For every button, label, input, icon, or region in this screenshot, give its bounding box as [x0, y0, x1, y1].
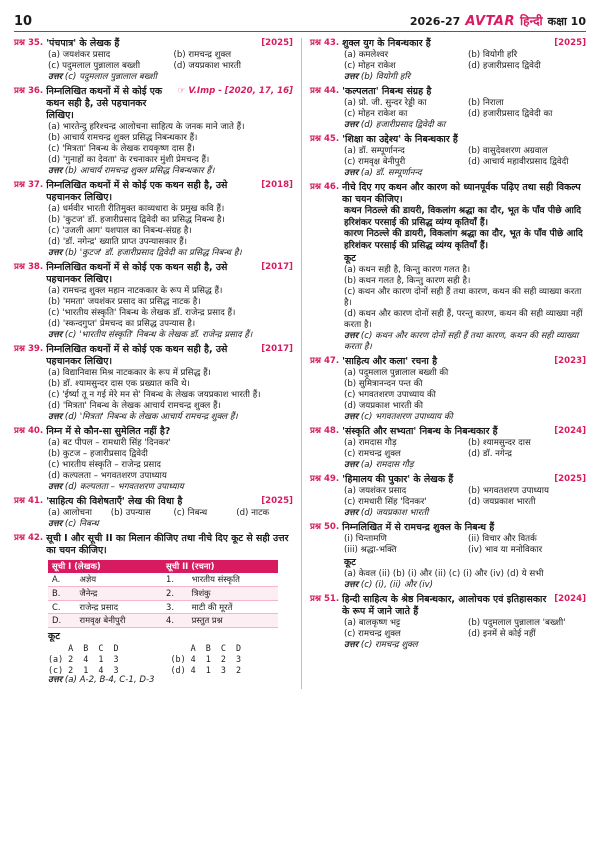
answer: उत्तर (b) वियोगी हरि [343, 72, 411, 83]
table-cell: जैनेन्द्र [75, 586, 162, 600]
answer: उत्तर (c) भगवतशरण उपाध्याय की [343, 412, 453, 423]
question-text: 'कल्पलता' निबन्ध संग्रह है [342, 86, 432, 98]
option: (b) श्यामसुन्दर दास [467, 438, 531, 449]
question-head [310, 474, 586, 486]
question-item [310, 426, 586, 471]
table-row [48, 573, 278, 586]
options [48, 368, 293, 412]
answer: उत्तर (d) कल्पलता – भगवतशरण उपाध्याय [48, 482, 184, 493]
option: (b) डॉ. श्यामसुन्दर दास एक प्रख्यात कवि थे। [48, 379, 190, 390]
option: (a) जयशंकर प्रसाद [48, 50, 111, 61]
option: (d) कथन और कारण दोनों सही हैं, परन्तु कारण, कथन की सही व्याख्या नहीं करता है। [343, 309, 583, 331]
question-number: प्रश्न 41. [14, 496, 44, 507]
question-51 [310, 594, 586, 651]
answer: उत्तर (a) A-2, B-4, C-1, D-3 [48, 675, 155, 686]
table-cell: रामवृक्ष बेनीपुरी [75, 614, 162, 628]
question-body [310, 146, 586, 179]
option: (a) बट पीपल – रामधारी सिंह 'दिनकर' [48, 438, 171, 449]
code-label: कूट [343, 557, 356, 569]
answer: उत्तर (d) जयप्रकाश भारती [343, 508, 429, 519]
option: (c) कथन और कारण दोनों सही हैं तथा कारण, कथन की सही व्याख्या करता है। [343, 287, 582, 309]
option: (a) डॉ. सम्पूर्णानन्द [343, 146, 405, 157]
table-row [48, 614, 278, 628]
question-text: 'साहित्य की विशेषताएँ' लेख की विधा है [46, 496, 183, 508]
question-50 [310, 522, 586, 591]
options [344, 486, 586, 508]
question-head [310, 134, 586, 146]
code-row: A B C D [170, 643, 242, 654]
option: (c) रामधारी सिंह 'दिनकर' [343, 497, 427, 508]
table-cell: 1. [162, 573, 188, 586]
option: (d) 'गुनाहों का देवता' के रचनाकार मुंशी प्रेमचन्द हैं। [48, 155, 210, 166]
question-head [310, 356, 586, 368]
option: (a) धर्मवीर भारती रीतिमुक्त काव्यधारा के प्रमुख कवि हैं। [48, 204, 225, 215]
question-head [14, 86, 293, 122]
list-item: (ii) विचार और वितर्क [467, 534, 537, 545]
year-reference: [2017] [261, 344, 293, 355]
year-reference: [2023] [554, 356, 586, 367]
answer: उत्तर (c) (i), (ii) और (iv) [343, 580, 434, 591]
question-text: निम्नलिखित कथनों में से कोई एक कथन सही है, उसे पहचानकर लिखिए। [46, 86, 163, 122]
option: (d) डॉ. नगेन्द्र [467, 449, 512, 460]
answer: उत्तर (c) कथन और कारण दोनों सही हैं तथा कारण, कथन की सही व्याख्या करता है। [343, 331, 579, 353]
question-item [310, 474, 586, 519]
question-body [14, 204, 293, 259]
option: (c) रामचन्द्र शुक्ल [343, 449, 401, 460]
page-header [14, 10, 586, 32]
option: (d) हजारीप्रसाद द्विवेदी का [467, 109, 553, 120]
table-cell: 3. [162, 600, 188, 614]
question-head [14, 426, 293, 438]
edition-year: 2026-27 [409, 15, 461, 29]
table-cell: B. [48, 586, 75, 600]
options [344, 438, 586, 460]
question-head [310, 426, 586, 438]
important-tag: ☞ V.Imp - [2020, 17, 16] [177, 86, 293, 97]
option: (a) विद्यानिवास मिश्र नाटककार के रूप में प्रसिद्ध हैं। [48, 368, 211, 379]
question-number: प्रश्न 37. [14, 180, 44, 191]
options [344, 50, 586, 72]
class-label: कक्षा 10 [547, 15, 586, 29]
option: (b) 'ममता' जयशंकर प्रसाद का प्रसिद्ध नाटक है। [48, 297, 201, 308]
table-cell: अज्ञेय [75, 573, 162, 586]
question-item [14, 344, 293, 423]
question-item [310, 86, 586, 131]
options [344, 146, 586, 168]
options [48, 204, 293, 248]
question-number: प्रश्न 36. [14, 86, 44, 97]
question-number: प्रश्न 40. [14, 426, 44, 437]
answer: उत्तर (a) रामदास गौड़ [343, 460, 414, 471]
question-text: निम्नलिखित कथनों में से कोई एक कथन सही है, उसे पहचानकर लिखिए। [46, 262, 228, 286]
question-text: नीचे दिए गए कथन और कारण को ध्यानपूर्वक पढ़िए तथा सही विकल्प का चयन कीजिए। [342, 182, 581, 206]
question-item [310, 134, 586, 179]
question-head [14, 38, 293, 50]
option: (b) निराला [467, 98, 504, 109]
option: (a) जयशंकर प्रसाद [343, 486, 407, 497]
code-row: (b) 4 1 2 3 [170, 653, 242, 664]
option: (a) भारतेन्दु हरिश्चन्द्र आलोचना साहित्य के जनक माने जाते हैं। [48, 122, 245, 133]
option: (a) कथन सही है, किन्तु कारण गलत है। [343, 265, 471, 276]
year-reference: [2024] [554, 594, 586, 605]
option: (b) वियोगी हरि [467, 50, 518, 61]
code-row: (c) 2 1 4 3 [48, 664, 119, 675]
brand-logo: AVTAR [465, 14, 515, 30]
answer: उत्तर (d) 'मित्रता' निबन्ध के लेखक आचार्य रामचन्द्र शुक्ल हैं। [48, 412, 238, 423]
option: (c) 'भारतीय संस्कृति' निबन्ध के लेखक डॉ. राजेन्द्र प्रसाद हैं। [48, 308, 236, 319]
question-item [310, 38, 586, 83]
question-text: निम्नलिखित कथनों में से कोई एक कथन सही है, उसे पहचानकर लिखिए। [46, 180, 228, 204]
question-body [14, 438, 293, 493]
year-reference: [2025] [554, 38, 586, 48]
question-head [14, 262, 293, 286]
question-body [14, 368, 293, 423]
option: (b) सुमित्रानन्दन पन्त की [343, 379, 423, 390]
option: (d) नाटक [236, 508, 270, 519]
code-row: (a) 2 4 1 3 [48, 653, 119, 664]
options [48, 508, 293, 519]
page-number: 10 [14, 14, 33, 30]
answer: उत्तर (d) हजारीप्रसाद द्विवेदी का [343, 120, 446, 131]
option: (b) 'कुटज' डॉ. हजारीप्रसाद द्विवेदी का प्रसिद्ध निबन्ध है। [48, 215, 225, 226]
question-number: प्रश्न 49. [309, 474, 340, 485]
option: (d) हजारीप्रसाद द्विवेदी [467, 61, 541, 72]
option: (a) प्रो. जी. सुन्दर रेड्डी का [343, 98, 427, 109]
question-number: प्रश्न 50. [309, 522, 340, 533]
option: (b) रामचन्द्र शुक्ल [173, 50, 232, 61]
question-text: निम्न में से कौन-सा सुमेलित नहीं है? [46, 426, 171, 438]
option: (c) 'उजली आग' यशपाल का निबन्ध-संग्रह है। [48, 226, 192, 237]
option: (b) भगवतशरण उपाध्याय [467, 486, 549, 497]
option: (b) कुटज – हजारीप्रसाद द्विवेदी [48, 449, 148, 460]
option: (d) 'मित्रता' निबन्ध के लेखक आचार्य रामचन्द्र शुक्ल हैं। [48, 401, 221, 412]
question-item [14, 86, 293, 177]
question-text: 'साहित्य और कला' रचना है [342, 356, 438, 368]
table-cell: C. [48, 600, 75, 614]
question-body [310, 438, 586, 471]
table-cell: माटी की मूरतें [188, 600, 278, 614]
question-head [14, 344, 293, 368]
option: (d) आचार्य महावीरप्रसाद द्विवेदी [467, 157, 569, 168]
question-number: प्रश्न 42. [14, 533, 44, 544]
option: (d) इनमें से कोई नहीं [467, 629, 536, 640]
options [344, 98, 586, 120]
list-two-header: सूची II (रचना) [162, 560, 278, 573]
option: (b) उपन्यास [110, 508, 151, 519]
question-text: हिन्दी साहित्य के श्रेष्ठ निबन्धकार, आलोचक एवं इतिहासकार के रूप में जाने जाते हैं [342, 594, 547, 618]
question-number: प्रश्न 39. [14, 344, 44, 355]
question-head [14, 496, 293, 508]
question-body [14, 508, 293, 530]
code-options [48, 643, 293, 675]
question-text: 'शिक्षा का उद्देश्य' के निबन्धकार हैं [342, 134, 458, 146]
question-item [14, 180, 293, 259]
answer: उत्तर (c) पदुमलाल पुन्नालाल बख्शी [48, 72, 157, 83]
table-cell: त्रिशंकु [188, 586, 278, 600]
table-cell: 2. [162, 586, 188, 600]
question-item [14, 496, 293, 530]
question-head [310, 86, 586, 98]
code-options: (a) केवल (ii) (b) (i) और (ii) (c) (i) और (iv) (d) ये सभी [343, 569, 544, 580]
option: (c) भारतीय संस्कृति – राजेन्द्र प्रसाद [48, 460, 161, 471]
year-reference: [2025] [261, 496, 293, 507]
question-number: प्रश्न 48. [309, 426, 340, 437]
question-number: प्रश्न 43. [309, 38, 340, 48]
option: (c) पदुमलाल पुन्नालाल बख्शी [48, 61, 141, 72]
option: (a) कमलेश्वर [343, 50, 389, 61]
question-text: 'संस्कृति और सभ्यता' निबन्ध के निबन्धकार हैं [342, 426, 498, 438]
question-number: प्रश्न 38. [14, 262, 44, 273]
question-number: प्रश्न 44. [309, 86, 340, 97]
right-column [301, 38, 586, 689]
question-number: प्रश्न 51. [309, 594, 340, 605]
question-head [310, 38, 586, 50]
option: (c) निबन्ध [173, 508, 208, 519]
option: (d) कल्पलता – भगवतशरण उपाध्याय [48, 471, 167, 482]
option: (d) 'डॉ. नगेन्द्र' ख्याति प्राप्त उपन्यासकार हैं। [48, 237, 187, 248]
question-item [14, 38, 293, 83]
question-body [14, 50, 293, 83]
option: (a) आलोचना [48, 508, 92, 519]
question-text: 'हिमालय की पुकार' के लेखक हैं [342, 474, 454, 486]
answer: उत्तर (c) निबन्ध [48, 519, 99, 530]
table-cell: प्रस्तुत प्रश्न [188, 614, 278, 628]
question-item [14, 262, 293, 341]
match-table [48, 560, 278, 628]
option: (d) जयप्रकाश भारती की [343, 401, 423, 412]
question-body [310, 486, 586, 519]
table-cell: A. [48, 573, 75, 586]
option: (a) रामचन्द्र शुक्ल महान नाटककार के रूप में प्रसिद्ध हैं। [48, 286, 223, 297]
question-body [310, 98, 586, 131]
year-reference: [2025] [554, 474, 586, 485]
answer: उत्तर (b) 'कुटज' डॉ. हजारीप्रसाद द्विवेदी का प्रसिद्ध निबन्ध है। [48, 248, 242, 259]
option: (a) पदुमलाल पुन्नालाल बख्शी की [343, 368, 449, 379]
question-46 [310, 182, 586, 353]
statement: कथन निठल्ले की डायरी, विकलांग श्रद्धा का दौर, भूत के पाँव पीछे आदि हरिशंकर परसाई की प्रसिद्ध व्यंग्य कृतियाँ हैं। [343, 206, 581, 228]
table-row [48, 586, 278, 600]
option: (c) 'ईर्ष्या तू न गई मेरे मन से' निबन्ध के लेखक जयप्रकाश भारती हैं। [48, 390, 261, 401]
option: (d) जयप्रकाश भारती [467, 497, 536, 508]
table-cell: भारतीय संस्कृति [188, 573, 278, 586]
answer: उत्तर (c) रामचन्द्र शुक्ल [343, 640, 418, 651]
option: (a) रामदास गौड़ [343, 438, 397, 449]
table-cell: 4. [162, 614, 188, 628]
option: (d) जयप्रकाश भारती [173, 61, 241, 72]
option: (c) मोहन राकेश [343, 61, 396, 72]
list-item: (i) चिन्तामणि [343, 534, 387, 545]
year-reference: [2018] [261, 180, 293, 191]
table-cell: राजेन्द्र प्रसाद [75, 600, 162, 614]
code-row: A B C D [48, 643, 119, 654]
question-42 [14, 533, 293, 686]
question-number: प्रश्न 47. [309, 356, 340, 367]
question-number: प्रश्न 46. [309, 182, 340, 193]
option: (b) आचार्य रामचन्द्र शुक्ल प्रसिद्ध निबन्धकार हैं। [48, 133, 198, 144]
option: (b) कथन गलत है, किन्तु कारण सही है। [343, 276, 471, 287]
left-column [14, 38, 293, 689]
options [48, 50, 293, 72]
question-body [14, 122, 293, 177]
subject-label: हिन्दी [520, 14, 543, 29]
year-reference: [2024] [554, 426, 586, 437]
option: (c) भगवतशरण उपाध्याय की [343, 390, 436, 401]
question-text: शुक्ल युग के निबन्धकार हैं [342, 38, 431, 49]
code-label: कूट [343, 253, 356, 265]
option: (c) रामचन्द्र शुक्ल [343, 629, 401, 640]
list-one-header: सूची I (लेखक) [48, 560, 162, 573]
question-text: 'पंचपात्र' के लेखक हैं [46, 38, 120, 49]
option: (c) 'मित्रता' निबन्ध के लेखक रायकृष्ण दास हैं। [48, 144, 195, 155]
list-item: (iii) श्रद्धा-भक्ति [343, 545, 397, 556]
year-reference: [2017] [261, 262, 293, 273]
question-text: निम्नलिखित में से रामचन्द्र शुक्ल के निबन्ध हैं [342, 522, 495, 534]
options [48, 438, 293, 482]
question-text: सूची I और सूची II का मिलान कीजिए तथा नीचे दिए कूट से सही उत्तर का चयन कीजिए। [46, 533, 289, 557]
question-item [310, 356, 586, 423]
options [344, 368, 586, 412]
question-body [310, 368, 586, 423]
option: (b) पदुमलाल पुन्नालाल 'बख्शी' [467, 618, 566, 629]
options [48, 286, 293, 330]
question-body [14, 286, 293, 341]
question-item [14, 426, 293, 493]
question-number: प्रश्न 35. [14, 38, 44, 48]
question-number: प्रश्न 45. [309, 134, 340, 145]
answer: उत्तर (a) डॉ. सम्पूर्णानन्द [343, 168, 422, 179]
code-label: कूट [48, 631, 60, 643]
question-body [310, 50, 586, 83]
book-title [410, 14, 586, 31]
options [48, 122, 293, 166]
option: (d) 'स्कन्दगुप्त' प्रेमचन्द का प्रसिद्ध उपन्यास है। [48, 319, 196, 330]
code-row: (d) 4 1 3 2 [170, 664, 242, 675]
option: (c) मोहन राकेश का [343, 109, 408, 120]
option: (a) बालकृष्ण भट्ट [343, 618, 401, 629]
answer: उत्तर (b) आचार्य रामचन्द्र शुक्ल प्रसिद्ध निबन्धकार हैं। [48, 166, 215, 177]
table-row [48, 600, 278, 614]
option: (b) वासुदेवशरण अग्रवाल [467, 146, 548, 157]
option: (c) रामवृक्ष बेनीपुरी [343, 157, 406, 168]
reason: कारण निठल्ले की डायरी, विकलांग श्रद्धा का दौर, भूत के पाँव पीछे आदि हरिशंकर परसाई की प्रसिद्ध व्यंग्य कृतियाँ हैं। [343, 229, 583, 251]
list-item: (iv) भाव या मनोविकार [467, 545, 543, 556]
year-reference: [2025] [261, 38, 293, 48]
answer: उत्तर (c) 'भारतीय संस्कृति' निबन्ध के लेखक डॉ. राजेन्द्र प्रसाद हैं। [48, 330, 253, 341]
question-text: निम्नलिखित कथनों में से कोई एक कथन सही है, उसे पहचानकर लिखिए। [46, 344, 228, 368]
question-head [14, 180, 293, 204]
table-cell: D. [48, 614, 75, 628]
